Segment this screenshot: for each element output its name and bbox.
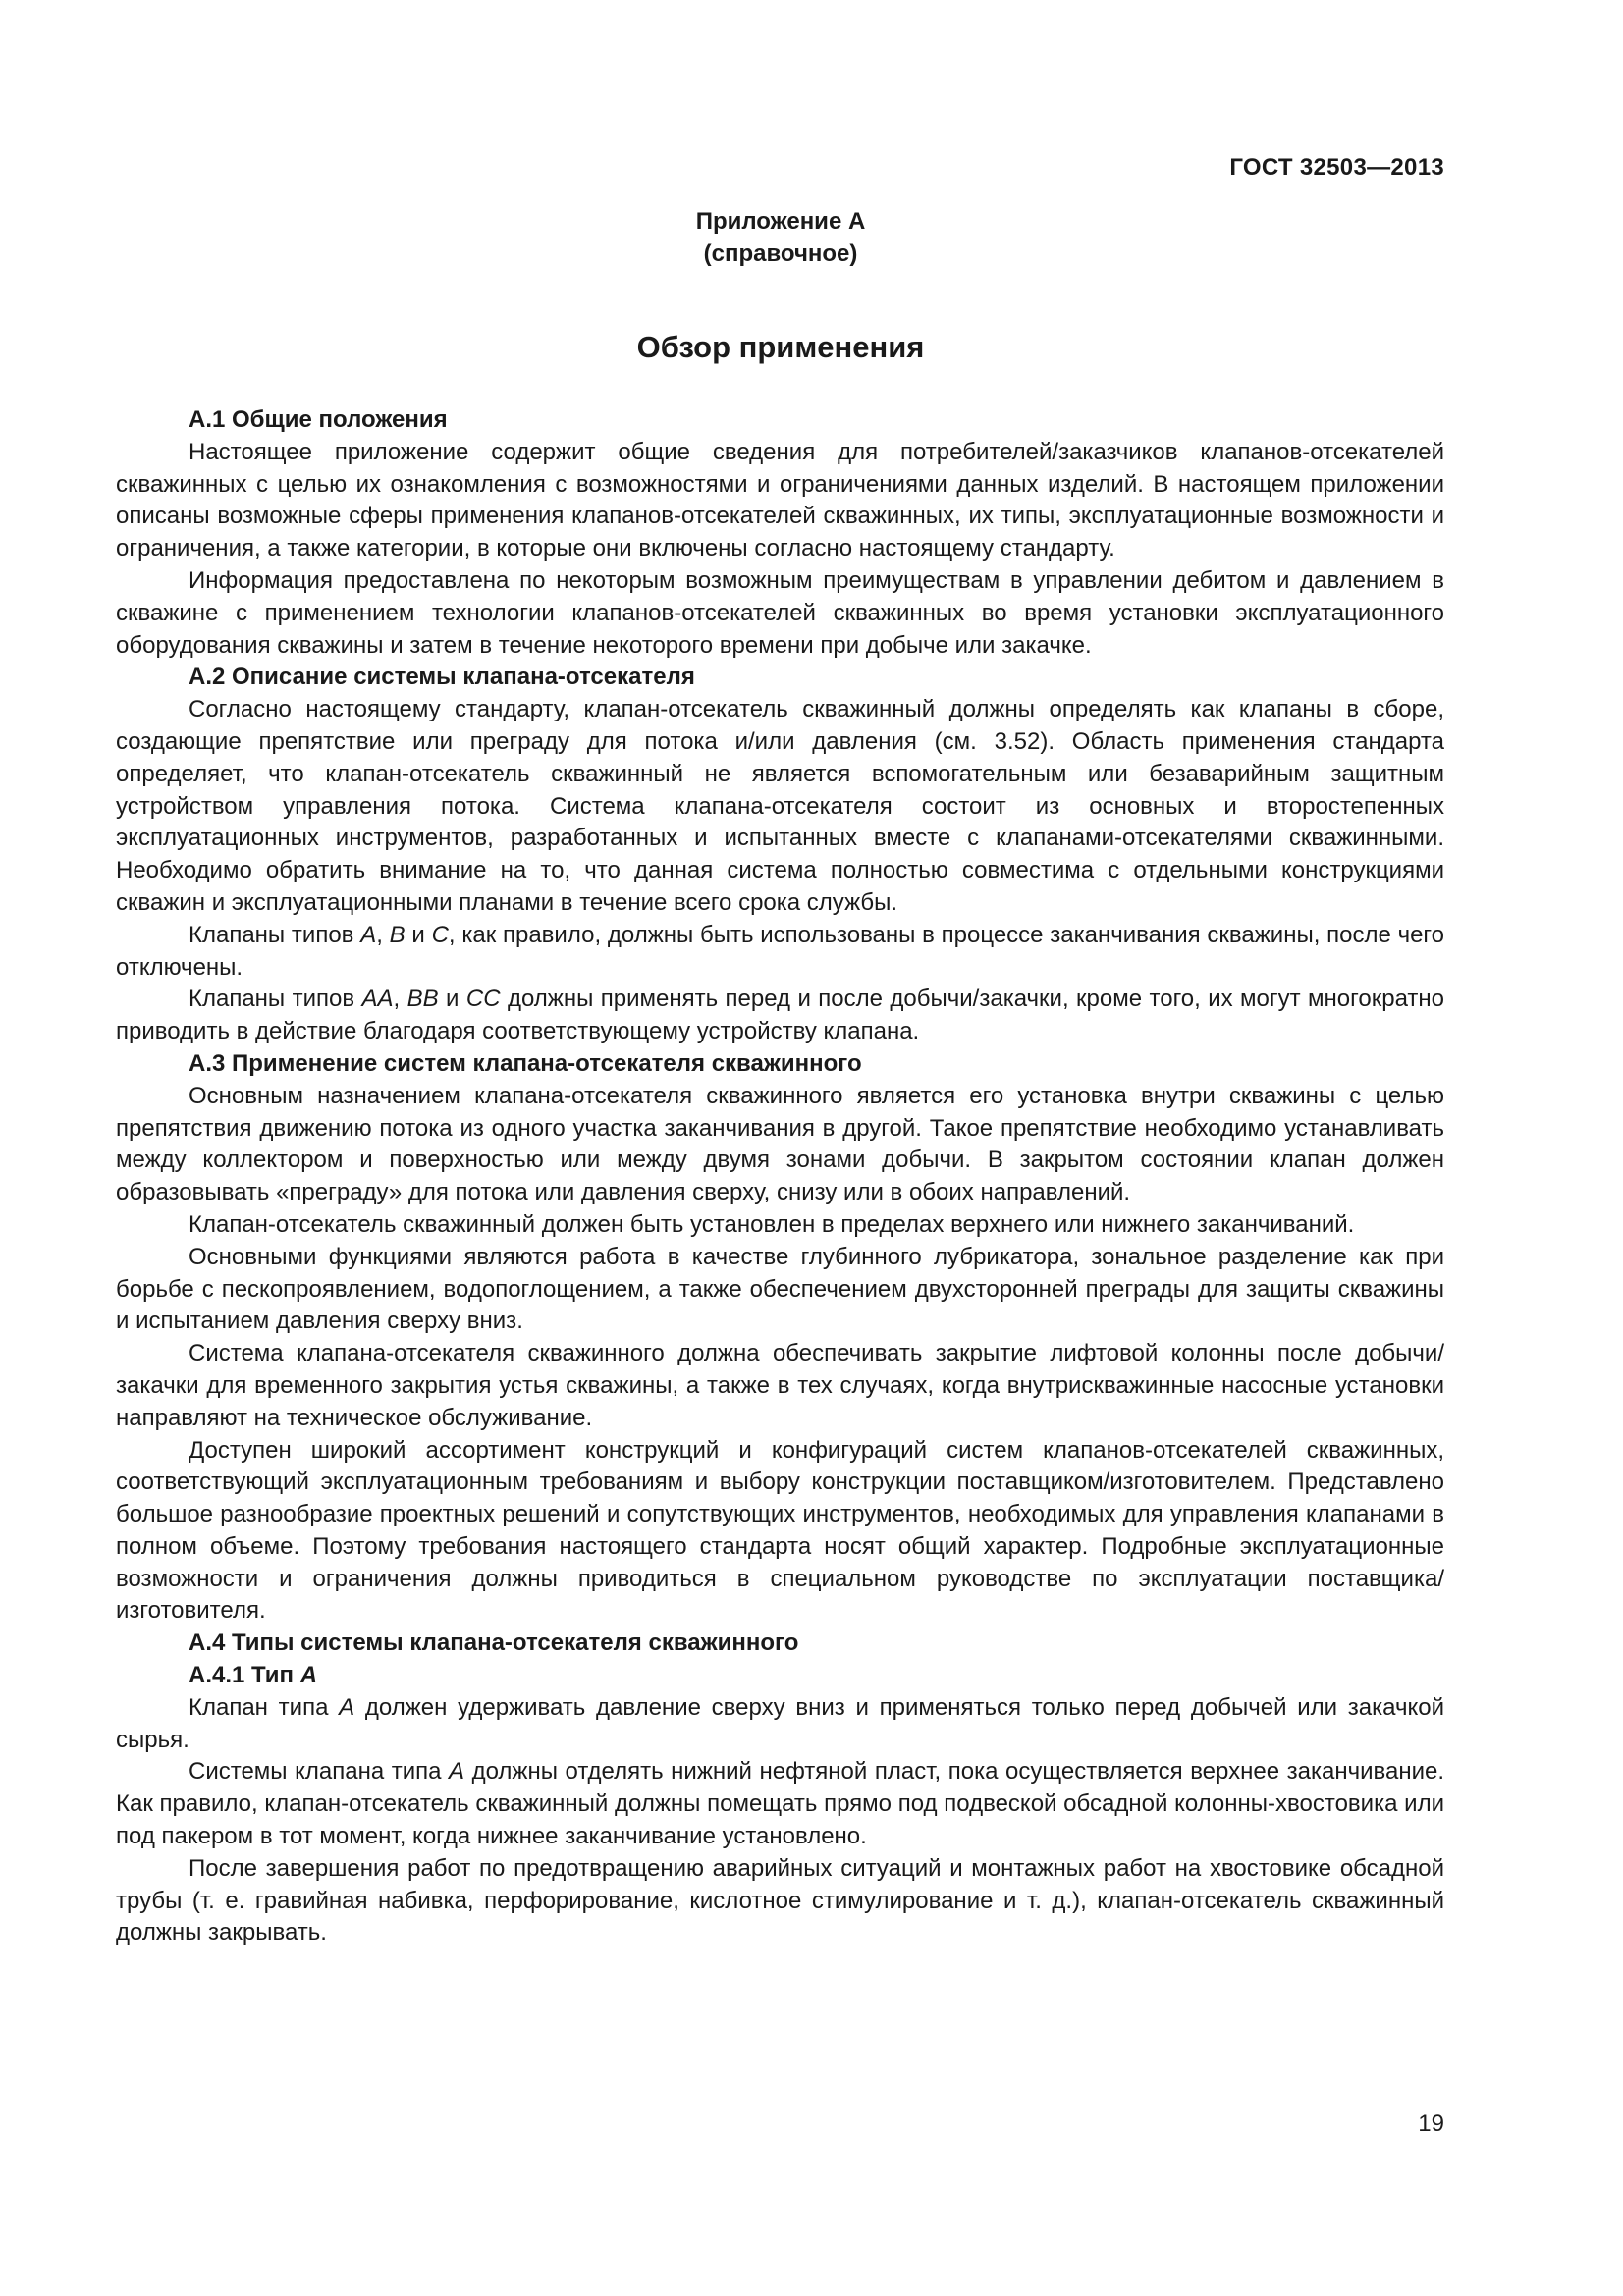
- paragraph: Настоящее приложение содержит общие сведения для потребителей/заказчиков клапанов-отсекателей скважинных с целью их ознакомления с возможностями и ограничениями данных изделий. В настоящем приложении описаны возможные сферы применения клапанов-отсекателей скважинных, их типы, эксплуатационные возможности и ограничения, а также категории, в которые они включены согласно настоящему стандарту.: [116, 438, 1444, 562]
- appendix-type: (справочное): [703, 240, 858, 267]
- section-heading-a4: А.4 Типы системы клапана-отсекателя скважинного: [189, 1629, 799, 1657]
- page-number: 19: [1418, 2110, 1444, 2137]
- appendix-heading: [0, 205, 1561, 270]
- paragraph: Доступен широкий ассортимент конструкций и конфигураций систем клапанов-отсекателей скважинных, соответствующий эксплуатационным требованиям и выбору конструкции поставщиком/изготовителем. Представлено большое разнообразие проектных решений и сопутствующих инструментов, необходимых для управления клапанами в полном объеме. Поэтому требования настоящего стандарта носят общий характер. Подробные эксплуатационные возможности и ограничения должны приводиться в специальном руководстве по эксплуатации поставщика/изготовителя.: [116, 1436, 1444, 1625]
- paragraph: Основным назначением клапана-отсекателя скважинного является его установка внутри скважины с целью препятствия движению потока из одного участка заканчивания в другой. Такое препятствие необходимо устанавливать между коллектором и поверхностью или между двумя зонами добычи. В закрытом состоянии клапан должен образовывать «преграду» для потока или давления сверху, снизу или в обоих направлений.: [116, 1082, 1444, 1206]
- document-body: [116, 404, 1444, 1949]
- paragraph: После завершения работ по предотвращению аварийных ситуаций и монтажных работ на хвостовике обсадной трубы (т. е. гравийная набивка, перфорирование, кислотное стимулирование и т. д.), клапан-отсекатель скважинный должны закрывать.: [116, 1854, 1444, 1947]
- standard-number: ГОСТ 32503—2013: [1229, 154, 1444, 181]
- subsection-heading-a4-1: А.4.1 Тип А: [189, 1662, 318, 1689]
- paragraph: Клапан типа А должен удерживать давление сверху вниз и применяться только перед добычей или закачкой сырья.: [116, 1693, 1444, 1753]
- paragraph: Системы клапана типа А должны отделять нижний нефтяной пласт, пока осуществляется верхнее заканчивание. Как правило, клапан-отсекатель скважинный должны помещать прямо под подвеской обсадной колонны-хвостовика или под пакером в тот момент, когда нижнее заканчивание установлено.: [116, 1758, 1445, 1850]
- appendix-label: Приложение А: [695, 208, 866, 235]
- section-heading-a2: А.2 Описание системы клапана-отсекателя: [189, 664, 695, 691]
- paragraph: Клапаны типов АА, ВВ и СС должны применять перед и после добычи/закачки, кроме того, их могут многократно приводить в действие благодаря соответствующему устройству клапана.: [116, 986, 1444, 1045]
- section-heading-a1: А.1 Общие положения: [189, 406, 448, 433]
- section-heading-a3: А.3 Применение систем клапана-отсекателя скважинного: [189, 1049, 862, 1077]
- paragraph: Информация предоставлена по некоторым возможным преимуществам в управлении дебитом и давлением в скважине с применением технологии клапанов-отсекателей скважинных во время установки эксплуатационного оборудования скважины и затем в течение некоторого времени при добыче или закачке.: [116, 566, 1444, 659]
- paragraph: Система клапана-отсекателя скважинного должна обеспечивать закрытие лифтовой колонны после добычи/закачки для временного закрытия устья скважины, а также в тех случаях, когда внутрискважинные насосные установки направляют на техническое обслуживание.: [116, 1340, 1444, 1431]
- page-title: Обзор применения: [636, 330, 925, 364]
- paragraph: Основными функциями являются работа в качестве глубинного лубрикатора, зональное разделение как при борьбе с пескопроявлением, водопоглощением, а также обеспечением двухсторонней преграды для защиты скважины и испытанием давления сверху вниз.: [116, 1243, 1444, 1335]
- paragraph: Согласно настоящему стандарту, клапан-отсекатель скважинный должны определять как клапаны в сборе, создающие препятствие или преграду для потока и/или давления (см. 3.52). Область применения стандарта определяет, что клапан-отсекатель скважинный не является вспомогательным или безаварийным защитным устройством управления потока. Система клапана-отсекателя состоит из основных и второстепенных эксплуатационных инструментов, разработанных и испытанных вместе с клапанами-отсекателями скважинными. Необходимо обратить внимание на то, что данная система полностью совместима с отдельными конструкциями скважин и эксплуатационными планами в течение всего срока службы.: [116, 696, 1444, 916]
- paragraph: Клапаны типов А, В и С, как правило, должны быть использованы в процессе заканчивания скважины, после чего отключены.: [116, 921, 1444, 981]
- paragraph: Клапан-отсекатель скважинный должен быть установлен в пределах верхнего или нижнего заканчиваний.: [189, 1210, 1355, 1238]
